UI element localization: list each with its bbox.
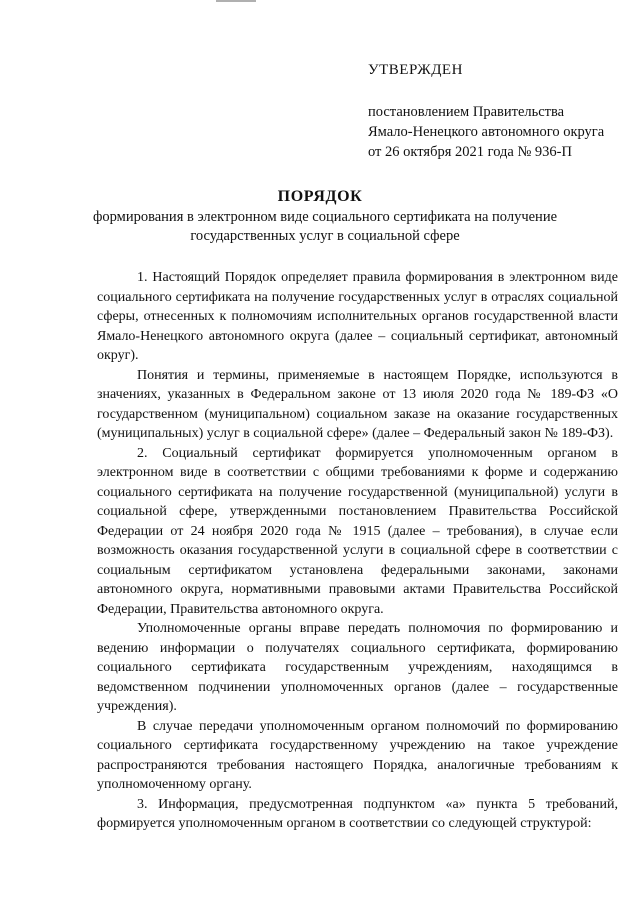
paragraph-1: 1. Настоящий Порядок определяет правила формирования в электронном виде социального сертификата на получение государственных услуг в отраслях социальной сферы, отнесенных к полномочиям исполнительных органов государственной власти Ямало-Ненецкого автономного округа (далее – социальный сертификат, автономный округ). <box>97 270 618 363</box>
paragraph-delegation-case: В случае передачи уполномоченным органом полномочий по формированию социального сертификата государственному учреждению на такое учреждение распространяются требования настоящего Порядка, аналогичные требованиям к уполномоченному органу. <box>97 718 618 792</box>
decree-line: от 26 октября 2021 года № 936-П <box>368 144 572 160</box>
paragraph-2: 2. Социальный сертификат формируется уполномоченным органом в электронном виде в соответствии с общими требованиями к форме и содержанию социального сертификата на получение государственной (муниципальной) услуги в социальной сфере, утвержденными постановлением Правительства Российской Федерации от 24 ноября 2020 года № 1915 (далее – требования), в случае если возможность оказания государственной услуги в социальной сфере в соответствии с социальным сертификатом установлена федеральными законами, законами автономного округа, нормативными правовыми актами Правительства Российской Федерации, Правительства автономного округа. <box>97 445 618 617</box>
scan-edge-mark <box>216 0 256 2</box>
paragraph-definitions: Понятия и термины, применяемые в настоящем Порядке, используются в значениях, указанных в Федеральном законе от 13 июля 2020 года № 189-ФЗ «О государственном (муниципальном) социальном заказе на оказание государственных (муниципальных) услуг в социальной сфере» (далее – Федеральный закон № 189-ФЗ). <box>97 367 618 441</box>
approval-stamp-heading: УТВЕРЖДЕН <box>368 62 463 78</box>
paragraph-delegation: Уполномоченные органы вправе передать полномочия по формированию и ведению информации о получателях социального сертификата, формированию социального сертификата государственным учреждениям, находящимся в ведомственном подчинении уполномоченных органов (далее – государственные учреждения). <box>97 621 618 714</box>
decree-line: постановлением Правительства <box>368 104 565 120</box>
paragraph-3: 3. Информация, предусмотренная подпунктом «а» пункта 5 требований, формируется уполномоченным органом в соответствии со следующей структурой: <box>97 796 618 831</box>
document-title: ПОРЯДОК <box>277 188 363 205</box>
decree-reference <box>368 102 604 162</box>
document-body <box>97 268 618 834</box>
decree-line: Ямало-Ненецкого автономного округа <box>368 124 605 140</box>
document-subtitle: формирования в электронном виде социального сертификата на получение государственных услуг в социальной сфере <box>92 209 558 244</box>
